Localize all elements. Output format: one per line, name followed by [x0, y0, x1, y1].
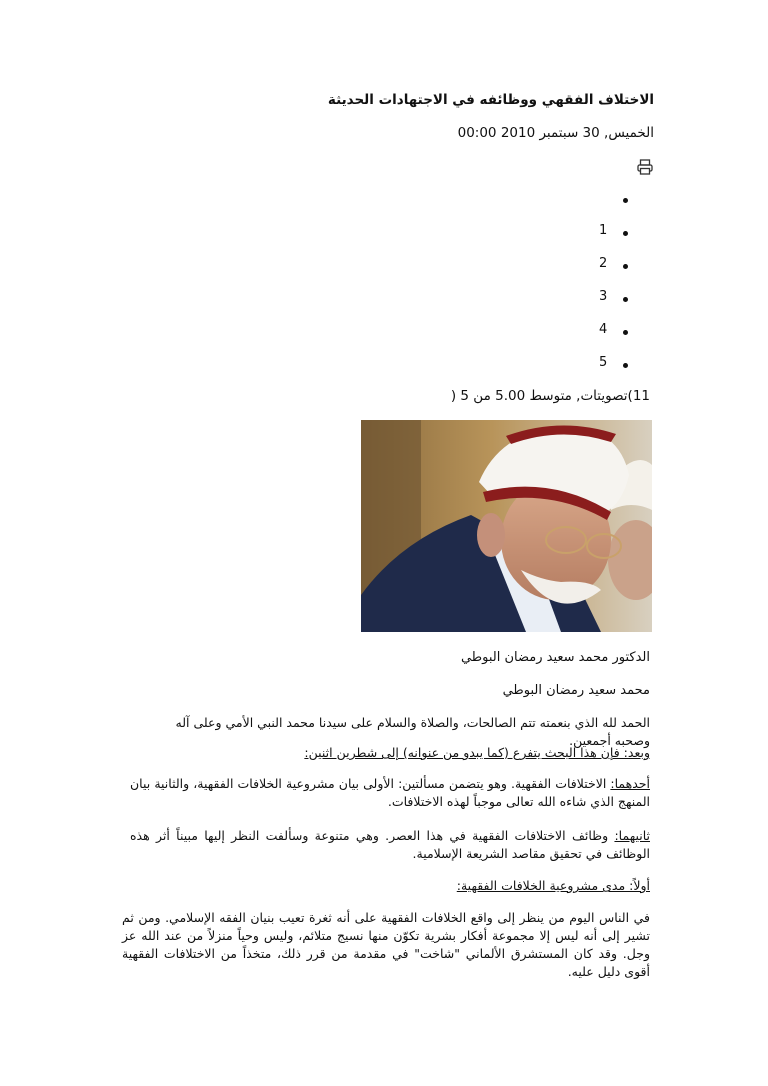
body-paragraph-second-part	[130, 827, 650, 863]
body-paragraph-legitimacy: في الناس اليوم من ينظر إلى واقع الخلافات الفقهية على أنه ثغرة تعيب بنيان الفقه الإسلامي. ومن ثم تشير إلى أنه ليس إلا مجموعة أفكار بشرية تكوّن منها نسيج متلائم، وليس وحياً منزلاً من عند الله عز وجل. وقد كان المستشرق الألماني "شاخت" في مقدمة من قرر ذلك، متخذاً من الاختلافات الفقهية أقوى دليل عليه.	[122, 910, 650, 979]
body-paragraph-first-part	[130, 775, 650, 811]
paragraph-lead: ثانيهما:	[614, 828, 650, 843]
rating-list-item[interactable]: 4	[590, 320, 650, 353]
rating-list	[590, 188, 650, 386]
article-title: الاختلاف الفقهي ووظائفه في الاجتهادات الحديثة	[327, 92, 654, 108]
rating-list-item[interactable]: 1	[590, 221, 650, 254]
rating-list-item[interactable]	[590, 188, 650, 221]
rating-list-item[interactable]: 5	[590, 353, 650, 386]
printer-icon[interactable]	[636, 158, 654, 176]
paragraph-lead: أحدهما:	[610, 776, 650, 791]
portrait-illustration	[361, 420, 652, 632]
paragraph-text: الاختلافات الفقهية. وهو يتضمن مسألتين: الأولى بيان مشروعية الخلافات الفقهية، والثانية بيان المنهج الذي شاءه الله تعالى موجباً لهذه الاختلافات.	[130, 776, 650, 809]
rating-summary: 11)تصويتات, متوسط 5.00 من 5 (	[450, 388, 650, 404]
rating-list-item[interactable]: 2	[590, 254, 650, 287]
section-intro-heading: وبعد: فإن هذا البحث يتفرع (كما يبدو من عنوانه) إلى شطرين اثنين:	[304, 745, 650, 760]
photo-caption-name: محمد سعيد رمضان البوطي	[502, 683, 650, 698]
paragraph-text: وظائف الاختلافات الفقهية في هذا العصر. وهي متنوعة وسألفت النظر إليها مبيناً أثر هذه الوظائف في تحقيق مقاصد الشريعة الإسلامية.	[130, 828, 650, 861]
rating-list-item[interactable]: 3	[590, 287, 650, 320]
photo-caption-title: الدكتور محمد سعيد رمضان البوطي	[460, 650, 650, 665]
section-heading-legitimacy: أولاً: مدى مشروعية الخلافات الفقهية:	[456, 878, 650, 893]
article-photo	[361, 420, 652, 632]
article-date: الخميس, 30 سبتمبر 2010 00:00	[457, 125, 654, 141]
body-paragraph-intro: الحمد لله الذي بنعمته تتم الصالحات، والصلاة والسلام على سيدنا محمد النبي الأمي وعلى آله وصحبه أجمعين.	[175, 715, 650, 748]
